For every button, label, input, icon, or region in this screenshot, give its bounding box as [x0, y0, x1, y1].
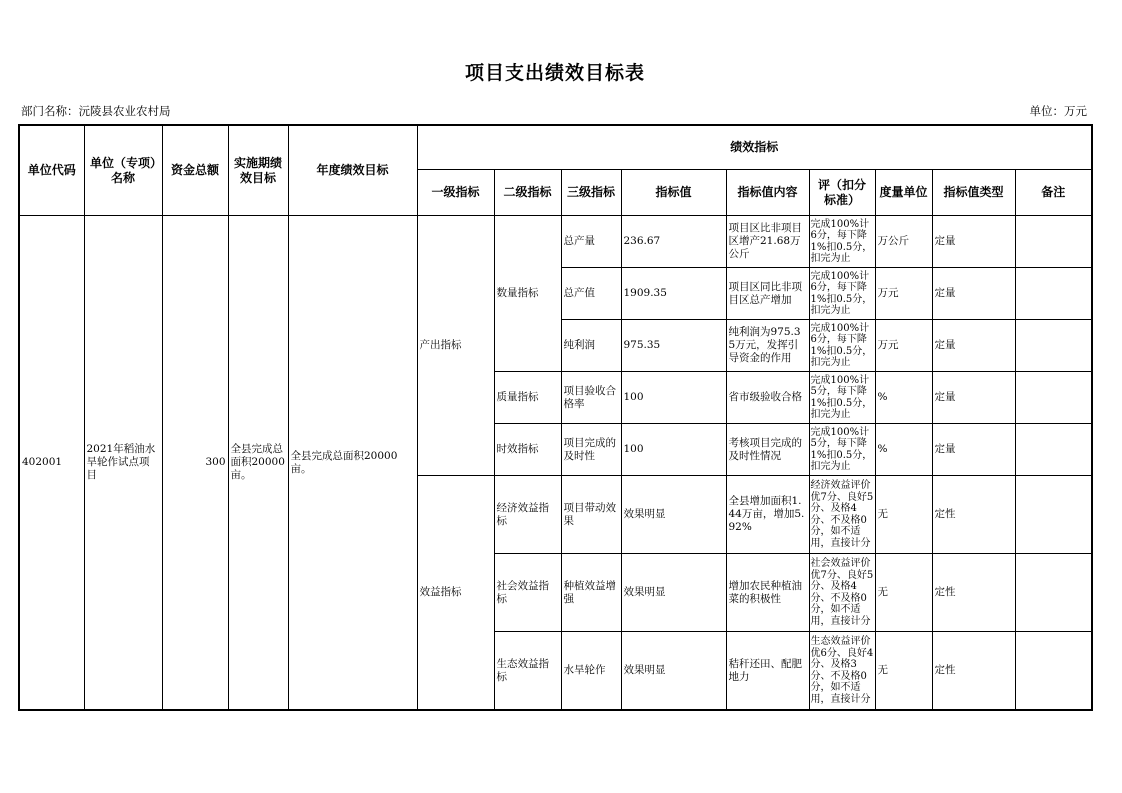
header-unit-code: 单位代码	[19, 125, 84, 216]
value-cell: 效果明显	[621, 632, 726, 711]
level2-quantity-cell: 数量指标	[494, 216, 561, 372]
value-cell: 效果明显	[621, 476, 726, 554]
content-cell: 考核项目完成的及时性情况	[726, 424, 809, 476]
content-cell: 省市级验收合格	[726, 372, 809, 424]
remark-cell	[1015, 632, 1092, 711]
header-fund-total: 资金总额	[162, 125, 228, 216]
remark-cell	[1015, 320, 1092, 372]
value-type-cell: 定性	[932, 632, 1015, 711]
remark-cell	[1015, 372, 1092, 424]
header-level1: 一级指标	[417, 170, 494, 216]
unit-name-cell: 2021年稻油水旱轮作试点项目	[84, 216, 162, 711]
value-type-cell: 定量	[932, 320, 1015, 372]
header-value: 指标值	[621, 170, 726, 216]
content-cell: 增加农民种植油菜的积极性	[726, 554, 809, 632]
header-level2: 二级指标	[494, 170, 561, 216]
level3-cell: 项目带动效果	[561, 476, 621, 554]
level3-cell: 项目完成的及时性	[561, 424, 621, 476]
performance-target-table	[18, 124, 1093, 711]
value-type-cell: 定量	[932, 372, 1015, 424]
level3-cell: 种植效益增强	[561, 554, 621, 632]
value-type-cell: 定性	[932, 476, 1015, 554]
measure-unit-cell: 万元	[875, 268, 932, 320]
level3-cell: 项目验收合格率	[561, 372, 621, 424]
level3-cell: 总产值	[561, 268, 621, 320]
value-cell: 1909.35	[621, 268, 726, 320]
level2-social-cell: 社会效益指标	[494, 554, 561, 632]
measure-unit-cell: %	[875, 372, 932, 424]
content-cell: 纯利润为975.35万元，发挥引导资金的作用	[726, 320, 809, 372]
header-remark: 备注	[1015, 170, 1092, 216]
content-cell: 项目区同比非项目区总产增加	[726, 268, 809, 320]
value-type-cell: 定性	[932, 554, 1015, 632]
header-content: 指标值内容	[726, 170, 809, 216]
criteria-cell: 社会效益评价优7分、良好5分、及格4分、不及格0分，如不适用，直接计分	[809, 554, 875, 632]
header-value-type: 指标值类型	[932, 170, 1015, 216]
measure-unit-cell: 万公斤	[875, 216, 932, 268]
annual-target-cell: 全县完成总面积20000亩。	[288, 216, 417, 711]
level2-ecological-cell: 生态效益指标	[494, 632, 561, 711]
level2-quality-cell: 质量指标	[494, 372, 561, 424]
impl-target-cell: 全县完成总面积20000亩。	[228, 216, 288, 711]
header-perf-indicators: 绩效指标	[417, 125, 1092, 170]
criteria-cell: 完成100%计6分，每下降1%扣0.5分，扣完为止	[809, 216, 875, 268]
level1-output-cell: 产出指标	[417, 216, 494, 476]
level1-benefit-cell: 效益指标	[417, 476, 494, 711]
header-criteria: 评（扣分标准）	[809, 170, 875, 216]
currency-unit: 单位：万元	[1029, 104, 1087, 118]
criteria-cell: 经济效益评价优7分、良好5分、及格4分、不及格0分，如不适用，直接计分	[809, 476, 875, 554]
unit-code-cell: 402001	[19, 216, 84, 711]
value-cell: 975.35	[621, 320, 726, 372]
department-name: 部门名称：沅陵县农业农村局	[21, 104, 171, 118]
value-cell: 效果明显	[621, 554, 726, 632]
measure-unit-cell: 无	[875, 554, 932, 632]
table-row	[19, 216, 1092, 268]
header-measure-unit: 度量单位	[875, 170, 932, 216]
criteria-cell: 完成100%计5分，每下降1%扣0.5分，扣完为止	[809, 424, 875, 476]
criteria-cell: 完成100%计6分，每下降1%扣0.5分，扣完为止	[809, 320, 875, 372]
content-cell: 秸秆还田、配肥地力	[726, 632, 809, 711]
header-impl-target: 实施期绩效目标	[228, 125, 288, 216]
level3-cell: 总产量	[561, 216, 621, 268]
criteria-cell: 生态效益评价优6分、良好4分、及格3分、不及格0分，如不适用，直接计分	[809, 632, 875, 711]
value-cell: 236.67	[621, 216, 726, 268]
measure-unit-cell: 无	[875, 632, 932, 711]
remark-cell	[1015, 424, 1092, 476]
measure-unit-cell: 无	[875, 476, 932, 554]
level2-timeliness-cell: 时效指标	[494, 424, 561, 476]
header-level3: 三级指标	[561, 170, 621, 216]
value-cell: 100	[621, 424, 726, 476]
header-annual-target: 年度绩效目标	[288, 125, 417, 216]
criteria-cell: 完成100%计5分，每下降1%扣0.5分，扣完为止	[809, 372, 875, 424]
header-unit-name: 单位（专项）名称	[84, 125, 162, 216]
level2-economic-cell: 经济效益指标	[494, 476, 561, 554]
content-cell: 项目区比非项目区增产21.68万公斤	[726, 216, 809, 268]
measure-unit-cell: 万元	[875, 320, 932, 372]
content-cell: 全县增加面积1.44万亩，增加5.92%	[726, 476, 809, 554]
value-type-cell: 定量	[932, 268, 1015, 320]
criteria-cell: 完成100%计6分，每下降1%扣0.5分，扣完为止	[809, 268, 875, 320]
value-cell: 100	[621, 372, 726, 424]
level3-cell: 水旱轮作	[561, 632, 621, 711]
value-type-cell: 定量	[932, 424, 1015, 476]
remark-cell	[1015, 216, 1092, 268]
remark-cell	[1015, 554, 1092, 632]
fund-total-cell: 300	[162, 216, 228, 711]
remark-cell	[1015, 268, 1092, 320]
remark-cell	[1015, 476, 1092, 554]
page-title: 项目支出绩效目标表	[464, 62, 645, 84]
value-type-cell: 定量	[932, 216, 1015, 268]
measure-unit-cell: %	[875, 424, 932, 476]
level3-cell: 纯利润	[561, 320, 621, 372]
